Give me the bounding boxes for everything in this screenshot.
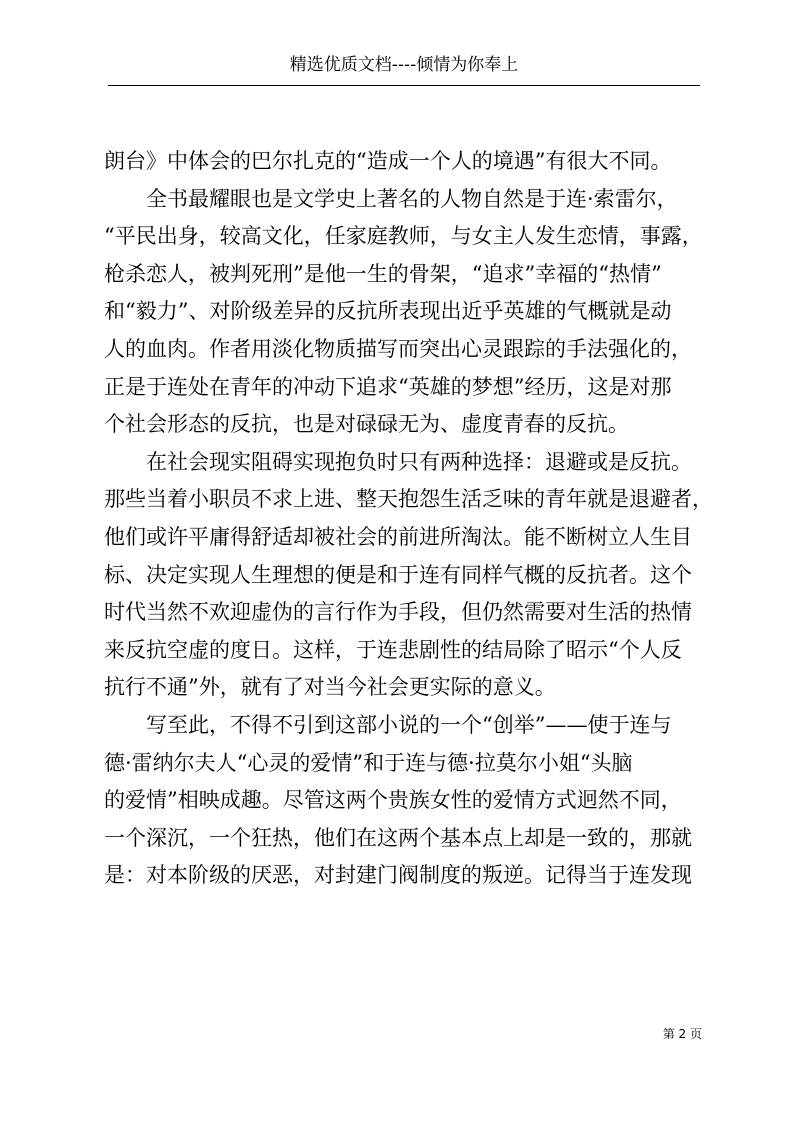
text-line: 标、决定实现人生理想的便是和于连有同样气概的反抗者。这个: [104, 562, 692, 587]
header-divider: [108, 85, 700, 86]
page-header: 精选优质文档----倾情为你奉上: [289, 55, 519, 75]
text-line: 那些当着小职员不求上进、整天抱怨生活乏味的青年就是退避者，: [104, 487, 713, 512]
text-line: 在社会现实阻碍实现抱负时只有两种选择：退避或是反抗。: [146, 449, 692, 474]
text-line: 个社会形态的反抗，也是对碌碌无为、虚度青春的反抗。: [104, 412, 629, 437]
text-line: 抗行不通”外，就有了对当今社会更实际的意义。: [104, 675, 556, 700]
text-line: “平民出身，较高文化，任家庭教师，与女主人发生恋情，事露，: [104, 224, 703, 249]
text-line: 来反抗空虚的度日。这样，于连悲剧性的结局除了昭示“个人反: [104, 637, 682, 662]
text-line: 全书最耀眼也是文学史上著名的人物自然是于连·索雷尔，: [146, 186, 678, 211]
text-line: 人的血肉。作者用淡化物质描写而突出心灵跟踪的手法强化的，: [104, 336, 692, 361]
text-line: 正是于连处在青年的冲动下追求“英雄的梦想”经历，这是对那: [104, 374, 672, 399]
text-line: 朗台》中体会的巴尔扎克的“造成一个人的境遇”有很大不同。: [104, 149, 672, 173]
text-line: 和“毅力”、对阶级差异的反抗所表现出近乎英雄的气概就是动: [104, 299, 672, 324]
text-line: 德·雷纳尔夫人“心灵的爱情”和于连与德·拉莫尔小姐“头脑: [104, 750, 633, 775]
page-number: 第 2 页: [662, 1027, 702, 1041]
text-line: 的爱情”相映成趣。尽管这两个贵族女性的爱情方式迥然不同，: [104, 788, 682, 813]
text-line: 枪杀恋人，被判死刑”是他一生的骨架，“追求”幸福的“热情”: [104, 261, 662, 286]
text-line: 是：对本阶级的厌恶，对封建门阀制度的叛逆。记得当于连发现: [104, 863, 692, 888]
body-text: [104, 143, 714, 895]
text-line: 他们或许平庸得舒适却被社会的前进所淘汰。能不断树立人生目: [104, 524, 692, 549]
text-line: 写至此，不得不引到这部小说的一个“创举”——使于连与: [146, 712, 672, 737]
text-line: 时代当然不欢迎虚伪的言行作为手段，但仍然需要对生活的热情: [104, 600, 692, 625]
text-line: 一个深沉，一个狂热，他们在这两个基本点上却是一致的，那就: [104, 825, 692, 850]
